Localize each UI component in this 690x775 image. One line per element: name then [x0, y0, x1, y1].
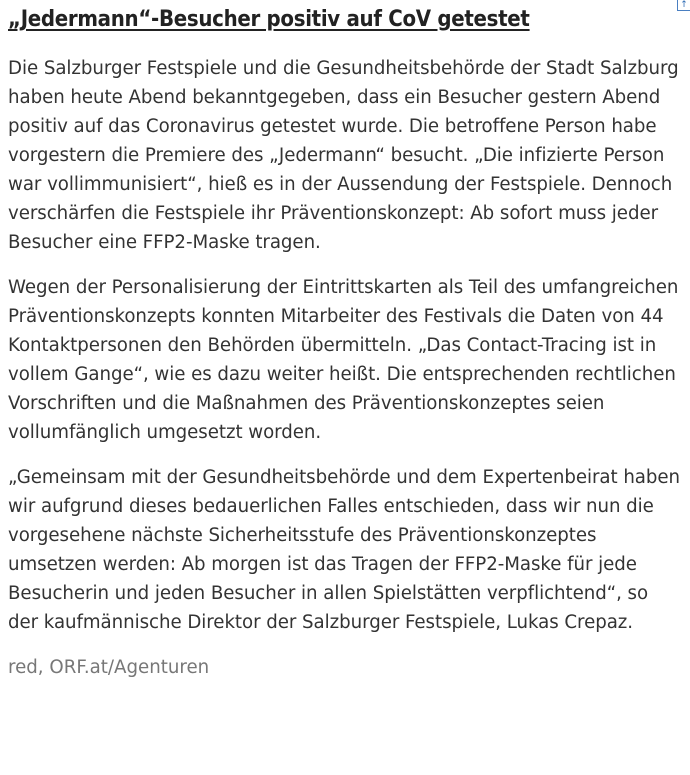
- article-paragraph-1: Die Salzburger Festspiele und die Gesundheitsbehörde der Stadt Salzburg haben heute Abend bekanntgegeben, dass ein Besucher gestern Abend positiv auf das Coronavirus getestet wurde. Die betroffene Person habe vorgestern die Premiere des „Jedermann“ besucht. „Die infizierte Person war vollimmunisiert“, hieß es in der Aussendung der Festspiele. Dennoch verschärfen die Festspiele ihr Präventionskonzept: Ab sofort muss jeder Besucher eine FFP2-Maske tragen.: [8, 58, 679, 253]
- arrow-up-icon[interactable]: ↑: [677, 0, 690, 11]
- article-source: red, ORF.at/Agenturen: [8, 657, 210, 678]
- article-paragraph-2: Wegen der Personalisierung der Eintrittskarten als Teil des umfangreichen Präventionskonzepts konnten Mitarbeiter des Festivals die Daten von 44 Kontaktpersonen den Behörden übermitteln. „Das Contact-Tracing ist in vollem Gange“, wie es dazu weiter heißt. Die entsprechenden rechtlichen Vorschriften und die Maßnahmen des Präventionskonzeptes seien vollumfänglich umgesetzt worden.: [8, 277, 679, 443]
- article: [8, 0, 682, 682]
- article-headline[interactable]: „Jedermann“-Besucher positiv auf CoV getestet: [8, 7, 530, 32]
- article-paragraph-3: „Gemeinsam mit der Gesundheitsbehörde und dem Expertenbeirat haben wir aufgrund dieses bedauerlichen Falles entschieden, dass wir nun die vorgesehene nächste Sicherheitsstufe des Präventionskonzeptes umsetzen werden: Ab morgen ist das Tragen der FFP2-Maske für jede Besucherin und jeden Besucher in allen Spielstätten verpflichtend“, so der kaufmännische Direktor der Salzburger Festspiele, Lukas Crepaz.: [8, 467, 681, 633]
